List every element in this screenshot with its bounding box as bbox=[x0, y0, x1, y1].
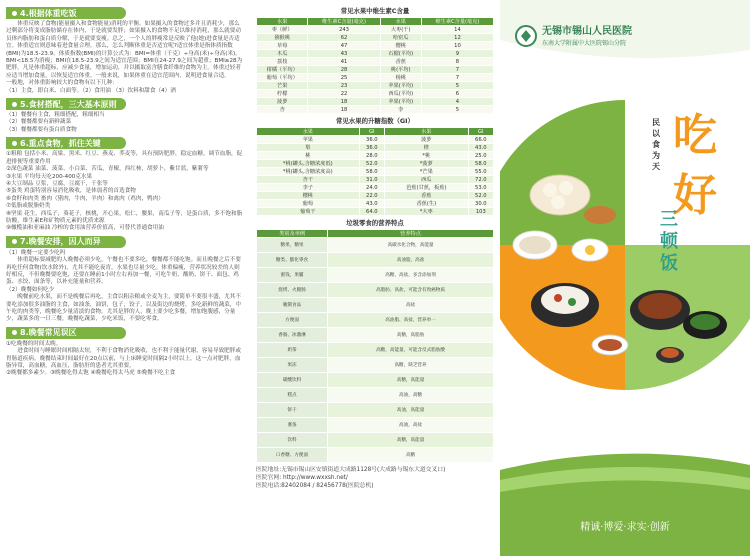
list-item: （1）餐餐有主食，粗细搭配，粗细相当 bbox=[6, 112, 105, 119]
table-cell: 72.0 bbox=[468, 176, 493, 184]
table-cell: 饮料 bbox=[257, 433, 328, 448]
table-cell: 高盐 bbox=[328, 298, 494, 313]
list-item: ①吃晚餐的时间太晚。 bbox=[6, 340, 62, 347]
table-cell: 22 bbox=[308, 90, 380, 98]
table-cell: 243 bbox=[308, 26, 380, 34]
hospital-website[interactable]: 医院官网: http://www.wxxsh.net/ bbox=[256, 475, 348, 481]
table-cell: 芭蕉(甘蕉，板蕉) bbox=[385, 184, 469, 192]
table-cell: 蜜饯，果脯 bbox=[257, 268, 328, 283]
table-row bbox=[257, 388, 494, 403]
table-cell: 杨桃 bbox=[380, 74, 421, 82]
table-cell: 9 bbox=[421, 50, 493, 58]
table-header: 水果 bbox=[257, 18, 308, 26]
list-item: （3）餐餐都要有蛋白质食物 bbox=[6, 126, 77, 133]
section-7-title: 7.晚餐安排，因人而异 bbox=[6, 236, 126, 248]
table-cell: 西瓜(平均) bbox=[380, 90, 421, 98]
table-cell: 香蕉 bbox=[385, 192, 469, 200]
snack-table bbox=[256, 229, 494, 463]
table-row bbox=[257, 373, 494, 388]
table-cell: 7 bbox=[421, 74, 493, 82]
table-row bbox=[257, 283, 494, 298]
table-cell: 西瓜 bbox=[385, 176, 469, 184]
table-cell: 25 bbox=[308, 74, 380, 82]
table-header: GI bbox=[359, 128, 384, 136]
hospital-subtitle: 东南大学附属中大医院锡山分院 bbox=[542, 40, 627, 47]
table-cell: 高油，高糖 bbox=[328, 388, 494, 403]
table-row bbox=[257, 208, 494, 216]
table-cell: 高脂肪、高盐，可能含有致癌物质 bbox=[328, 283, 494, 298]
table-row bbox=[257, 268, 494, 283]
list-item: （1）晚餐一定要少吃吗 bbox=[6, 249, 66, 256]
list-item: （2）晚餐如何吃少 bbox=[6, 286, 55, 293]
table-cell: 菠萝 bbox=[385, 136, 469, 144]
table-cell: 葡萄 bbox=[257, 200, 360, 208]
table-cell: 葡萄干 bbox=[257, 208, 360, 216]
table-cell: 杏干 bbox=[257, 176, 360, 184]
table-row bbox=[257, 253, 494, 268]
table-cell: 18 bbox=[308, 98, 380, 106]
table-cell: 饼干 bbox=[257, 403, 328, 418]
table-cell: 5 bbox=[421, 106, 493, 114]
table-row bbox=[257, 168, 494, 176]
table-cell: 哈密瓜 bbox=[380, 34, 421, 42]
table-cell: *桃(罐头,含糖浓度低) bbox=[257, 160, 360, 168]
section-4-factors: （1）主食，即白米、白面等。（2）食用油 （3）饮料和甜食（4）酒 bbox=[6, 87, 176, 94]
table-cell: 58.0 bbox=[468, 160, 493, 168]
section-4-factor-line: 一般地，对体重影响较大的食物有以下几种： bbox=[6, 80, 118, 87]
table-cell: 高糖 bbox=[328, 448, 494, 463]
table-cell: 猕猴桃 bbox=[257, 34, 308, 42]
table-row bbox=[257, 313, 494, 328]
table-cell: 4 bbox=[421, 98, 493, 106]
table-cell: 香蕉 bbox=[380, 58, 421, 66]
table-row bbox=[257, 238, 494, 253]
table-cell: 方便面 bbox=[257, 313, 328, 328]
table-cell: 52.0 bbox=[468, 192, 493, 200]
list-item: ②深色蔬菜 油菜、菠菜、小白菜、苦瓜，青椒，西红柿，胡萝卜，紫甘蓝，紫薯等 bbox=[6, 166, 209, 173]
table-row bbox=[257, 74, 494, 82]
table-row bbox=[257, 66, 494, 74]
table-cell: 草莓 bbox=[257, 42, 308, 50]
table-cell: 香肠、冰激淋 bbox=[257, 328, 328, 343]
list-item: ⑨橄榄油和亚麻油 冷榨的食用油营养价值高，可替代普通食用油 bbox=[6, 225, 164, 232]
table-cell: 杏 bbox=[257, 106, 308, 114]
table-header: 维生素C含量(毫克) bbox=[308, 18, 380, 26]
table-cell: 12 bbox=[421, 34, 493, 42]
table-row bbox=[257, 144, 494, 152]
table-row bbox=[257, 403, 494, 418]
table-row bbox=[257, 176, 494, 184]
table-cell: 奶茶 bbox=[257, 343, 328, 358]
hospital-phone: 医院电话:82402084 / 82456778(医院总机) bbox=[256, 483, 374, 489]
table-row bbox=[257, 343, 494, 358]
table-row bbox=[257, 160, 494, 168]
bread-dish bbox=[584, 206, 616, 224]
table-cell: *芒果 bbox=[385, 168, 469, 176]
table-cell: 桃(平均) bbox=[380, 66, 421, 74]
table-cell: 47 bbox=[308, 42, 380, 50]
list-item: ③水果 平均每天吃200-400克水果 bbox=[6, 173, 93, 180]
table-cell: 8 bbox=[421, 58, 493, 66]
table-row bbox=[257, 200, 494, 208]
hospital-name: 无锡市锡山人民医院 bbox=[542, 26, 632, 37]
cover-title-hao: 好 bbox=[673, 170, 717, 221]
list-item: ②晚餐都多素少。③晚餐吃得太饱 ④晚餐吃得太马虎 ⑤晚餐不吃主食 bbox=[6, 370, 176, 377]
table-cell: 苹果(平均) bbox=[380, 98, 421, 106]
table-cell: 高糖，高能量 bbox=[328, 433, 494, 448]
table-cell: 36.0 bbox=[359, 144, 384, 152]
table-header: 水果 bbox=[385, 128, 469, 136]
table-cell: 糕点 bbox=[257, 388, 328, 403]
table-cell: 62 bbox=[308, 34, 380, 42]
list-item: ①粗粮 包括小米、高粱、黑米、红豆、燕麦、荞麦等，具有预防肥胖，稳定血糖，调节血脂，促进排便等重要作用 bbox=[6, 151, 243, 165]
cover-artwork bbox=[500, 0, 750, 556]
table-cell: 52.0 bbox=[359, 160, 384, 168]
table-cell: 高油，高盐 bbox=[328, 418, 494, 433]
vertical-slogan: 民以食为天 bbox=[652, 118, 660, 171]
table-cell: 桃 bbox=[257, 152, 360, 160]
table-cell: 43.0 bbox=[468, 144, 493, 152]
table-cell: 43 bbox=[308, 50, 380, 58]
table-cell: 樱桃 bbox=[257, 192, 360, 200]
table-row bbox=[257, 50, 494, 58]
paragraph: 进食时间与睡眠时间相隔太短，不利于食物消化吸收，也不利于能量代谢，容易导致肥胖或胃肠道疾病。晚餐结束时间最好在20点以前，与上床睡觉时间隔2小时以上。这一点对肥胖，血脂异常，高血糖，高血压，脂肪肝的患者尤其重要。 bbox=[6, 348, 241, 370]
table-cell: 18 bbox=[308, 106, 380, 114]
table-cell: *桃(罐头,含糖浓度高) bbox=[257, 168, 360, 176]
table-row bbox=[257, 106, 494, 114]
table-cell: 芒果 bbox=[257, 82, 308, 90]
table-cell: 31.0 bbox=[359, 176, 384, 184]
table-cell: 66.0 bbox=[468, 136, 493, 144]
section-4-text: 体重反映了食物(能量摄入和食物能量)消耗的平衡。如果摄入的食物过多并且消耗少，那么过剩部分将变成脂肪储存在体内，于是就要发胖；如果摄入的食物不足以维持消耗，那么就要动员体内脂肪和蛋白质分解，于是就要变瘦。总之，一个人的胖瘦常是反映了他(她)进食量是否适宜。体重适宜则意味着进食量合理。那么，怎么判断体重是否适宜呢?适宜体重是指体质指数(BMI)为18.5-23.9。体质指数(BMI)的计算公式为：BMI=体重（千克）÷身高(米)÷身高(米)。BMI<18.5为消瘦；BMI在18.5-23.9之间为适宜范围；BMI在24-27.9之间为超重；BMI≥28为肥胖。凡是体重超标，应减少食量，增加运动，并以摄取富含膳食纤维的食物为主。体重过轻者应适当增加食量，以恢复适宜体重。一般来说，如果体重在适宜范围内，说明进食量合适。 bbox=[6, 21, 243, 79]
section-4-title: 4.根据体重吃饭 bbox=[6, 7, 126, 19]
table-header: 水果 bbox=[257, 128, 360, 136]
table-cell: *菠萝 bbox=[385, 160, 469, 168]
list-item: ⑤蛋类 鸡蛋特别容易消化吸收，是体弱者的首选食物 bbox=[6, 188, 136, 195]
table-cell: 高油，高能量 bbox=[328, 403, 494, 418]
hospital-contact bbox=[256, 466, 494, 490]
list-item: ⑥食籽和肉类 畜肉（猪肉，牛肉，羊肉）和禽肉（鸡肉，鸭肉） bbox=[6, 195, 164, 202]
table-row bbox=[257, 42, 494, 50]
table-row bbox=[257, 358, 494, 373]
table-cell: 高油脂、高盐，营养单一 bbox=[328, 313, 494, 328]
snack-table-title: 垃圾零食的营养特点 bbox=[346, 219, 404, 227]
vitamin-c-table bbox=[256, 17, 494, 114]
table-row bbox=[257, 136, 494, 144]
table-cell: 高糖，缺乏营养 bbox=[328, 358, 494, 373]
table-cell: 苹果(平均) bbox=[380, 82, 421, 90]
table-cell: 10 bbox=[421, 42, 493, 50]
list-item: ⑧坚果 花生，西瓜子，葵花子，核桃，开心果，松仁，腰果，南瓜子等，是蛋白质，多不饱和脂肪酸，维生素E和矿物质元素的优质来源 bbox=[6, 210, 243, 224]
table-cell: 28 bbox=[308, 66, 380, 74]
table-row bbox=[257, 90, 494, 98]
table-row bbox=[257, 26, 494, 34]
hospital-address: 医院地址:无锡市锡山区安镇街道大成路1128号(大成路与锡东大道交叉口) bbox=[256, 467, 446, 473]
table-cell: 樱桃 bbox=[380, 42, 421, 50]
table-row bbox=[257, 98, 494, 106]
gi-table bbox=[256, 127, 494, 216]
table-header: 水果 bbox=[380, 18, 421, 26]
table-row bbox=[257, 184, 494, 192]
table-cell: 口香糖、方便面 bbox=[257, 448, 328, 463]
table-cell: 烧烤、火腿肠 bbox=[257, 283, 328, 298]
table-cell: 菠萝 bbox=[257, 98, 308, 106]
table-cell: 28.0 bbox=[359, 152, 384, 160]
table-header: 类别及举例 bbox=[257, 230, 328, 238]
list-item: ⑦低脂或脱脂奶类 bbox=[6, 203, 51, 210]
list-item: ④大豆制品 豆浆，豆腐，豆腐干，千张等 bbox=[6, 180, 108, 187]
table-row bbox=[257, 58, 494, 66]
table-cell: 薯条 bbox=[257, 418, 328, 433]
table-cell: 23 bbox=[308, 82, 380, 90]
table-cell: 高糖，高能量，可能含反式脂肪酸 bbox=[328, 343, 494, 358]
vitamin-c-table-title: 常见水果中维生素C含量 bbox=[340, 7, 410, 15]
table-cell: 梨 bbox=[257, 144, 360, 152]
table-row bbox=[257, 82, 494, 90]
table-cell: 53.0 bbox=[468, 184, 493, 192]
table-cell: 果冻 bbox=[257, 358, 328, 373]
table-cell: 腌制食品 bbox=[257, 298, 328, 313]
table-cell: 大枣(干) bbox=[380, 26, 421, 34]
table-row bbox=[257, 298, 494, 313]
cover-title-chi: 吃 bbox=[673, 110, 717, 161]
table-cell: 高糖，高脂肪 bbox=[328, 328, 494, 343]
paragraph: 晚餐前吃水果，而不是晚餐后再吃，主食以粗杂粮或全麦为主，要简单不要很丰盛，尤其不要吃添加很多油脂的主食，如油条，油饼，包子，饺子，以及街边的烧烤，多吃新鲜的蔬菜，中午吃的肉类等，晚餐吃少量清淡的食物。尤其是胖的人，晚上要少吃多餐，增加饱腹感，分量少，蔬菜多的一日三餐，晚餐吃蔬菜，少吃米饭，不要吃零食。 bbox=[6, 294, 241, 323]
table-cell: 7 bbox=[421, 66, 493, 74]
table-cell: 柠檬 bbox=[257, 90, 308, 98]
gi-table-title: 常见水果的升糖指数（GI） bbox=[336, 117, 414, 125]
table-header: 营养特点 bbox=[328, 230, 494, 238]
hospital-motto: 精诚·博爱·求实·创新 bbox=[580, 522, 670, 533]
table-cell: 103 bbox=[468, 208, 493, 216]
table-row bbox=[257, 34, 494, 42]
table-cell: 李子 bbox=[257, 184, 360, 192]
table-cell: 枣（鲜） bbox=[257, 26, 308, 34]
left-panel bbox=[0, 0, 250, 556]
section-8-title: 8.晚餐常见误区 bbox=[6, 327, 126, 339]
table-cell: 30.0 bbox=[468, 200, 493, 208]
dumpling-dish bbox=[530, 175, 590, 215]
table-cell: 14 bbox=[421, 26, 493, 34]
table-cell: 苹果 bbox=[257, 136, 360, 144]
middle-panel bbox=[250, 0, 500, 556]
table-cell: 木瓜 bbox=[257, 50, 308, 58]
table-cell: 22.0 bbox=[359, 192, 384, 200]
table-cell: 55.0 bbox=[468, 168, 493, 176]
table-cell: *大枣 bbox=[385, 208, 469, 216]
section-6-title: 6.重点食物，抓住关键 bbox=[6, 137, 126, 149]
paragraph: 体重超标要减肥的人晚餐必须少吃，午餐也不要多吃，餐餐都不能吃饱。而且晚餐之后不要再吃任何食物(饮水除外)，尤其不能吃夜宵。水果也尽量少吃。体重偏瘦，营养状况较差的人则好相反，不但晚餐要吃饱，还要在睡前1小时左右再加一餐，可吃牛奶、酸奶、饼干、面包、鸡蛋、水饺、面条等，以补充能量和营养。 bbox=[6, 257, 241, 286]
table-row bbox=[257, 328, 494, 343]
table-cell: 柑橘（平均） bbox=[257, 66, 308, 74]
table-cell: 葡萄（平均） bbox=[257, 74, 308, 82]
cover-subtitle: 三顿饭 bbox=[660, 209, 678, 274]
table-cell: 高油脂，高盐 bbox=[328, 253, 494, 268]
table-cell: 5 bbox=[421, 82, 493, 90]
table-header: GI bbox=[468, 128, 493, 136]
table-cell: 高糖，高盐，多含添加剂 bbox=[328, 268, 494, 283]
table-cell: *桃 bbox=[385, 152, 469, 160]
table-cell: 碳酸饮料 bbox=[257, 373, 328, 388]
table-row bbox=[257, 192, 494, 200]
table-cell: 石榴(平均) bbox=[380, 50, 421, 58]
table-row bbox=[257, 448, 494, 463]
table-cell: 41 bbox=[308, 58, 380, 66]
table-cell: 25.0 bbox=[468, 152, 493, 160]
table-row bbox=[257, 433, 494, 448]
table-row bbox=[257, 418, 494, 433]
cover-panel bbox=[500, 0, 750, 556]
table-cell: 荔枝 bbox=[257, 58, 308, 66]
table-header: 维生素C含量(毫克) bbox=[421, 18, 493, 26]
table-cell: 香蕉(生) bbox=[385, 200, 469, 208]
list-item: （2）餐餐都要有新鲜蔬菜 bbox=[6, 119, 72, 126]
table-row bbox=[257, 152, 494, 160]
table-cell: 李 bbox=[380, 106, 421, 114]
table-cell: 糖类、膨化零食 bbox=[257, 253, 328, 268]
table-cell: 橙 bbox=[385, 144, 469, 152]
table-cell: 64.0 bbox=[359, 208, 384, 216]
section-5-title: 5.食材搭配，三大基本原则 bbox=[6, 98, 126, 110]
table-cell: 高糖，高能量 bbox=[328, 373, 494, 388]
table-cell: 高碳水化合物，高能量 bbox=[328, 238, 494, 253]
table-cell: 36.0 bbox=[359, 136, 384, 144]
table-cell: 糖果，糖果 bbox=[257, 238, 328, 253]
table-cell: 58.0 bbox=[359, 168, 384, 176]
table-cell: 6 bbox=[421, 90, 493, 98]
table-cell: 43.0 bbox=[359, 200, 384, 208]
table-cell: 24.0 bbox=[359, 184, 384, 192]
